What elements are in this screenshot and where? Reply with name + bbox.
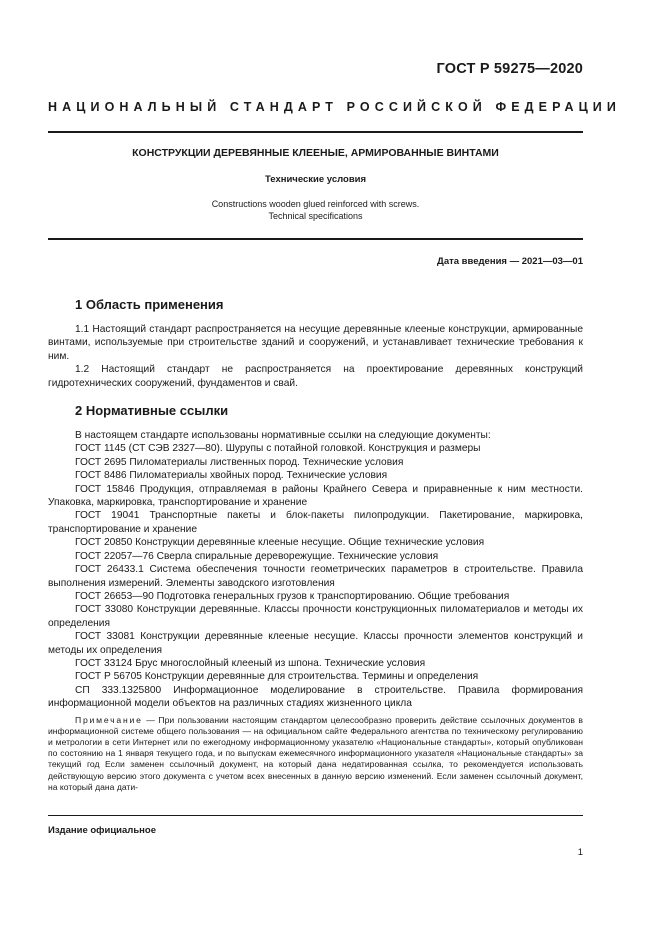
reference-item: ГОСТ 19041 Транспортные пакеты и блок-пакеты пилопродукции. Пакетирование, маркировка, транспортирование и хранение <box>48 510 583 535</box>
reference-item: ГОСТ 8486 Пиломатериалы хвойных пород. Технические условия <box>75 470 388 482</box>
official-edition-label: Издание официальное <box>48 825 156 836</box>
reference-item: ГОСТ 22057—76 Сверла спиральные дереворежущие. Технические условия <box>75 550 439 562</box>
reference-item: ГОСТ 20850 Конструкции деревянные клееные несущие. Общие технические условия <box>75 537 485 549</box>
standard-designation: ГОСТ Р 59275—2020 <box>436 61 583 77</box>
reference-item: ГОСТ 33080 Конструкции деревянные. Классы прочности конструкционных пиломатериалов и методы их определения <box>48 604 583 629</box>
english-title-line-2: Technical specifications <box>268 210 363 221</box>
document-body <box>48 296 583 793</box>
note-text: — При пользовании настоящим стандартом целесообразно проверить действие ссылочных документов в информационной системе общего пользования — на официальном сайте Федерального агентства по техническому регулированию и метрологии в сети Интернет или по ежегодному информационному указателю «Национальные стандарты», который опубликован по состоянию на 1 января текущего года, и по выпускам ежемесячного информационного указателя «Национальные стандарты» за текущий год Если заменен ссылочный документ, на который дана недатированная ссылка, то рекомендуется использовать действующую версию этого документа с учетом всех внесенных в данную версию изменений. Если заменен ссылочный документ, на который дана дати- <box>48 714 583 792</box>
reference-item: ГОСТ 1145 (СТ СЭВ 2327—80). Шурупы с потайной головкой. Конструкция и размеры <box>75 443 481 455</box>
reference-item: СП 333.1325800 Информационное моделирование в строительстве. Правила формирования информационной модели объектов на различных стадиях жизненного цикла <box>48 684 583 710</box>
references-intro: В настоящем стандарте использованы нормативные ссылки на следующие документы: <box>75 430 491 442</box>
national-standard-banner: НАЦИОНАЛЬНЫЙ СТАНДАРТ РОССИЙСКОЙ ФЕДЕРАЦИИ <box>48 100 621 114</box>
reference-item: ГОСТ 26433.1 Система обеспечения точности геометрических параметров в строительстве. Правила выполнения измерений. Элементы заводского изготовления <box>48 564 583 589</box>
footer-rule <box>48 815 583 816</box>
section-2-heading: 2 Нормативные ссылки <box>75 403 229 419</box>
document-title: КОНСТРУКЦИИ ДЕРЕВЯННЫЕ КЛЕЕНЫЕ, АРМИРОВАННЫЕ ВИНТАМИ <box>132 147 499 159</box>
document-subtitle: Технические условия <box>264 174 367 185</box>
reference-item: ГОСТ 2695 Пиломатериалы лиственных пород. Технические условия <box>75 456 404 468</box>
page-number: 1 <box>577 847 583 858</box>
note-paragraph <box>48 715 583 793</box>
english-title <box>48 199 583 222</box>
title-rule <box>48 238 583 240</box>
reference-item: ГОСТ 26653—90 Подготовка генеральных грузов к транспортированию. Общие требования <box>75 590 510 602</box>
section-1-heading: 1 Область применения <box>75 297 224 312</box>
paragraph-1-1: 1.1 Настоящий стандарт распространяется на несущие деревянные клееные конструкции, армированные винтами, используемые при строительстве зданий и сооружений, и устанавливает технические требования к ним. <box>48 324 583 362</box>
reference-item: ГОСТ 33081 Конструкции деревянные клееные несущие. Классы прочности элементов конструкций и методы их определения <box>48 631 583 656</box>
english-title-line-1: Constructions wooden glued reinforced with screws. <box>211 199 420 209</box>
references-list <box>48 442 583 710</box>
note-label: Примечание <box>75 714 143 725</box>
reference-item: ГОСТ Р 56705 Конструкции деревянные для строительства. Термины и определения <box>75 671 479 683</box>
reference-item: ГОСТ 33124 Брус многослойный клееный из шпона. Технические условия <box>75 657 426 669</box>
reference-item: ГОСТ 15846 Продукция, отправляемая в районы Крайнего Севера и приравненные к ним местности. Упаковка, маркировка, транспортирование и хранение <box>48 483 583 509</box>
paragraph-1-2: 1.2 Настоящий стандарт не распространяется на проектирование деревянных конструкций гидротехнических сооружений, фундаментов и свай. <box>48 364 583 389</box>
introduction-date: Дата введения — 2021—03—01 <box>437 256 583 267</box>
top-rule <box>48 131 583 133</box>
